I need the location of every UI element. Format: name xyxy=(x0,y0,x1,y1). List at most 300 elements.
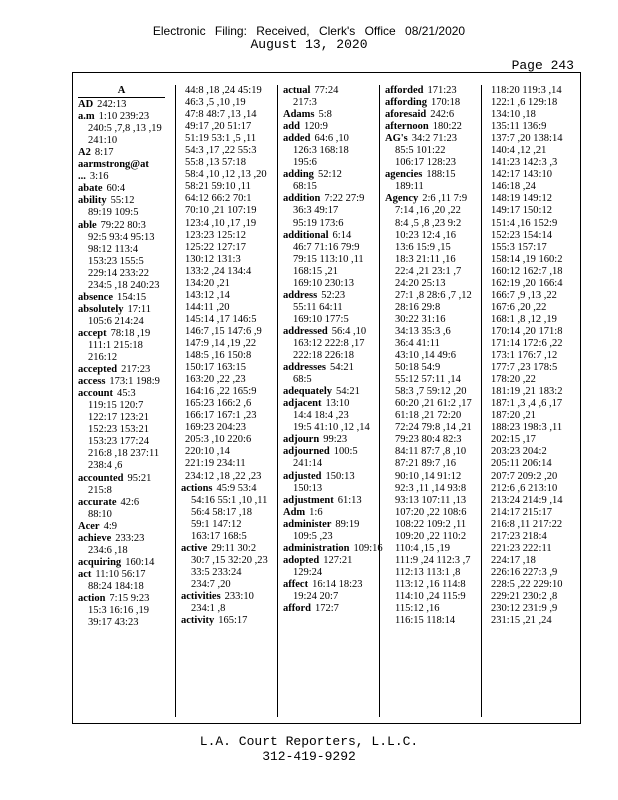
page-line-ref: 170:18 xyxy=(431,97,461,109)
page-line-ref: 46:7 71:16 79:9 xyxy=(293,241,360,253)
page-line-ref: 228:5 ,22 229:10 xyxy=(491,578,563,590)
page-line-ref: 18:3 21:11 ,16 xyxy=(395,253,456,265)
page-line-ref: 7:14 ,16 ,20 ,22 xyxy=(395,205,461,217)
page-line-ref: 34:13 35:3 ,6 xyxy=(395,325,451,337)
index-column-5 xyxy=(481,85,577,717)
page-line-ref: 110:4 ,15 ,19 xyxy=(395,542,451,554)
page-line-ref: 16:14 18:23 xyxy=(312,578,363,590)
page-line-ref: 205:3 ,10 220:6 xyxy=(185,434,252,446)
page-line-ref: 29:11 30:2 xyxy=(211,542,257,554)
page-line-ref: 188:23 198:3 ,11 xyxy=(491,422,563,434)
page-line-ref: 146:7 ,15 147:6 ,9 xyxy=(185,325,262,337)
page-line-ref: 54:21 xyxy=(329,362,354,374)
index-word: afford xyxy=(283,603,311,615)
index-entry xyxy=(385,169,475,193)
index-entry xyxy=(181,85,271,483)
page-line-ref: 79:15 113:10 ,11 xyxy=(293,253,364,265)
page-line-ref: 203:23 204:2 xyxy=(491,446,547,458)
page-line-ref: 54:16 55:1 ,10 ,11 xyxy=(191,494,268,506)
page-line-ref: 107:20 ,22 108:6 xyxy=(395,506,467,518)
index-entry xyxy=(78,533,169,557)
page-line-ref: 214:17 215:17 xyxy=(491,506,552,518)
page-line-ref: 28:16 29:8 xyxy=(395,301,441,313)
index-entry xyxy=(385,85,475,97)
page-line-ref: 241:14 xyxy=(293,458,323,470)
page-line-ref: 109:20 ,22 110:2 xyxy=(395,530,467,542)
page-line-ref: 10:23 12:4 ,16 xyxy=(395,229,456,241)
index-entry xyxy=(283,579,373,603)
page-line-ref: 68:15 xyxy=(293,181,317,193)
page-line-ref: 89:19 xyxy=(335,518,360,530)
page-line-ref: 56:4 ,10 xyxy=(331,325,367,337)
page-line-ref: 84:11 87:7 ,8 ,10 xyxy=(395,446,467,458)
index-entry xyxy=(283,230,373,290)
page-line-ref: 92:3 ,11 ,14 93:8 xyxy=(395,482,467,494)
index-word: AD xyxy=(78,99,94,111)
page-line-ref: 55:8 ,13 57:18 xyxy=(185,157,246,169)
page-line-ref: 133:2 ,24 134:4 xyxy=(185,265,252,277)
page-line-ref: 52:12 xyxy=(317,169,342,181)
index-word: able xyxy=(78,219,97,231)
index-word: actions xyxy=(181,482,213,494)
index-word: adequately xyxy=(283,386,333,398)
index-word: accurate xyxy=(78,496,117,508)
page-line-ref: 2:6 ,11 7:9 xyxy=(422,193,468,205)
page-line-ref: 27:1 ,8 28:6 ,7 ,12 xyxy=(395,289,472,301)
page-line-ref: 167:6 ,20 ,22 xyxy=(491,301,547,313)
index-entry xyxy=(283,290,373,326)
page-line-ref: 177:7 ,23 178:5 xyxy=(491,362,558,374)
page-line-ref: 242:6 xyxy=(430,109,455,121)
index-column-3 xyxy=(277,85,383,717)
index-entry xyxy=(283,398,373,434)
page-line-ref: 234:1 ,8 xyxy=(191,603,226,615)
page-line-ref: 92:5 93:4 95:13 xyxy=(88,231,155,243)
page-line-ref: 54:21 xyxy=(336,386,360,398)
page-line-ref: 90:10 ,14 91:12 xyxy=(395,470,462,482)
page-line-ref: 52:23 xyxy=(321,289,346,301)
page-line-ref: 88:10 xyxy=(88,508,112,520)
page-line-ref: 230:12 231:9 ,9 xyxy=(491,603,558,615)
index-entry xyxy=(385,133,475,169)
index-word: affect xyxy=(283,578,309,590)
index-word: Agency xyxy=(385,193,419,205)
page-line-ref: 13:10 xyxy=(325,398,350,410)
page-line-ref: 56:4 58:17 ,18 xyxy=(191,506,252,518)
index-entry xyxy=(283,507,373,519)
page-line-ref: 111:1 215:18 xyxy=(88,339,143,351)
page-line-ref: 116:15 118:14 xyxy=(395,615,456,627)
index-word: adjourn xyxy=(283,434,320,446)
page-line-ref: 19:24 20:7 xyxy=(293,590,339,602)
page-line-ref: 216:8 ,18 237:11 xyxy=(88,448,160,460)
page-line-ref: 154:15 xyxy=(117,291,147,303)
section-letter: A xyxy=(78,85,165,98)
index-word: add xyxy=(283,121,300,133)
page-line-ref: 238:4 ,6 xyxy=(88,460,123,472)
page-line-ref: 95:19 173:6 xyxy=(293,217,344,229)
index-word: adjusted xyxy=(283,470,322,482)
index-entry xyxy=(78,388,169,472)
page-line-ref: 220:10 ,14 xyxy=(185,446,230,458)
page-line-ref: 166:7 ,9 ,13 ,22 xyxy=(491,289,557,301)
page-line-ref: 163:17 168:5 xyxy=(191,530,247,542)
index-word: adding xyxy=(283,169,314,181)
index-entry xyxy=(78,473,169,497)
index-word: adjourned xyxy=(283,446,330,458)
page-line-ref: 64:6 ,10 xyxy=(314,133,349,145)
page-line-ref: 153:23 177:24 xyxy=(88,436,149,448)
page-line-ref: 45:3 xyxy=(117,388,136,400)
index-word: aforesaid xyxy=(385,109,427,121)
page-line-ref: 58:3 ,7 59:12 ,20 xyxy=(395,386,467,398)
page-line-ref: 55:11 64:11 xyxy=(293,301,343,313)
page-line-ref: 158:14 ,19 160:2 xyxy=(491,253,563,265)
page-line-ref: 1:6 xyxy=(309,506,323,518)
page-line-ref: 149:17 150:12 xyxy=(491,205,552,217)
index-entry xyxy=(78,376,169,388)
page-line-ref: 170:14 ,20 171:8 xyxy=(491,325,563,337)
page-line-ref: 47:8 48:7 ,13 ,14 xyxy=(185,109,257,121)
index-word: A2 xyxy=(78,147,91,159)
index-word: account xyxy=(78,388,113,400)
page-line-ref: 5:8 xyxy=(318,109,332,121)
page-line-ref: 233:10 xyxy=(224,590,254,602)
index-word: ability xyxy=(78,195,107,207)
index-word: action xyxy=(78,592,106,604)
page-line-ref: 150:13 xyxy=(293,482,323,494)
index-entry xyxy=(181,615,271,627)
page-line-ref: 233:23 xyxy=(115,532,145,544)
index-entry xyxy=(78,292,169,304)
index-word: administer xyxy=(283,518,332,530)
index-entry xyxy=(78,147,169,159)
page-line-ref: 33:5 233:24 xyxy=(191,566,242,578)
page-line-ref: 34:2 71:23 xyxy=(411,133,457,145)
index-entry xyxy=(283,326,373,362)
page-line-ref: 122:17 123:21 xyxy=(88,412,149,424)
index-entry xyxy=(78,304,169,328)
page-line-ref: 148:19 149:12 xyxy=(491,193,552,205)
page-line-ref: 24:20 25:13 xyxy=(395,277,446,289)
page-line-ref: 229:14 233:22 xyxy=(88,267,149,279)
index-entry xyxy=(283,495,373,507)
page-line-ref: 143:12 ,14 xyxy=(185,289,230,301)
page-line-ref: 95:21 xyxy=(127,472,152,484)
page-line-ref: 169:10 230:13 xyxy=(293,277,354,289)
index-entry xyxy=(78,569,169,593)
index-entry xyxy=(385,121,475,133)
index-word: a.m xyxy=(78,111,95,123)
page-line-ref: 144:11 ,20 xyxy=(185,301,230,313)
index-entry xyxy=(283,519,373,543)
page-line-ref: 155:3 157:17 xyxy=(491,241,547,253)
index-word: accounted xyxy=(78,472,124,484)
page-line-ref: 8:17 xyxy=(94,147,114,159)
page-line-ref: 135:11 136:9 xyxy=(491,121,547,133)
page-line-ref: 152:23 154:14 xyxy=(491,229,552,241)
page-line-ref: 216:12 xyxy=(88,352,118,364)
page-line-ref: 15:3 16:16 ,19 xyxy=(88,605,149,617)
page-line-ref: 222:18 226:18 xyxy=(293,350,354,362)
page-line-ref: 11:10 56:17 xyxy=(95,568,146,580)
page-line-ref: 187:20 ,21 xyxy=(491,410,536,422)
page-number: Page 243 xyxy=(511,58,574,73)
index-word: accept xyxy=(78,327,107,339)
page-line-ref: 169:23 204:23 xyxy=(185,422,246,434)
index-word: access xyxy=(78,376,106,388)
page-line-ref: 188:15 xyxy=(426,169,456,181)
index-word: addresses xyxy=(283,362,326,374)
page-line-ref: 240:5 ,7,8 ,13 ,19 xyxy=(88,123,162,135)
page-line-ref: 234:12 ,18 ,22 ,23 xyxy=(185,470,262,482)
page-line-ref: 173:1 198:9 xyxy=(109,376,160,388)
index-word: aarmstrong@at ... xyxy=(78,159,149,183)
index-word: achieve xyxy=(78,532,112,544)
page-line-ref: 89:19 109:5 xyxy=(88,207,139,219)
page-line-ref: 7:15 9:23 xyxy=(109,592,150,604)
page-line-ref: 226:16 227:3 ,9 xyxy=(491,566,558,578)
index-entry xyxy=(283,133,373,169)
page-line-ref: 72:24 79:8 ,14 ,21 xyxy=(395,422,472,434)
index-word: administration xyxy=(283,542,350,554)
index-word: additional xyxy=(283,229,329,241)
page-line-ref: 77:24 xyxy=(314,85,339,96)
index-entry xyxy=(283,121,373,133)
page-line-ref: 217:23 xyxy=(121,364,151,376)
index-column-1 xyxy=(73,85,169,717)
index-word: AG's xyxy=(385,133,408,145)
page-line-ref: 119:15 120:7 xyxy=(88,400,144,412)
page-line-ref: 36:3 49:17 xyxy=(293,205,339,217)
page-line-ref: 147:9 ,14 ,19 ,22 xyxy=(185,337,257,349)
page-line-ref: 234:5 ,18 240:23 xyxy=(88,279,160,291)
page-line-ref: 166:17 167:1 ,23 xyxy=(185,410,257,422)
index-word: Acer xyxy=(78,520,100,532)
page-line-ref: 70:10 ,21 107:19 xyxy=(185,205,257,217)
page-line-ref: 98:12 113:4 xyxy=(88,243,139,255)
page-line-ref: 134:20 ,21 xyxy=(185,277,230,289)
index-entry xyxy=(78,220,169,292)
page-line-ref: 215:8 xyxy=(88,484,112,496)
page-line-ref: 105:6 214:24 xyxy=(88,315,144,327)
page-line-ref: 178:20 ,22 xyxy=(491,374,536,386)
page-line-ref: 88:24 184:18 xyxy=(88,580,144,592)
page-line-ref: 46:3 ,5 ,10 ,19 xyxy=(185,97,246,109)
page-line-ref: 22:4 ,21 23:1 ,7 xyxy=(395,265,462,277)
index-entry xyxy=(283,193,373,229)
page-line-ref: 51:19 53:1 ,5 ,11 xyxy=(185,133,257,145)
index-entry xyxy=(78,593,169,629)
page-line-ref: 242:13 xyxy=(97,99,127,111)
page-line-ref: 7:22 27:9 xyxy=(324,193,365,205)
index-entry xyxy=(181,543,271,591)
page-line-ref: 141:23 142:3 ,3 xyxy=(491,157,558,169)
index-word: activities xyxy=(181,590,221,602)
index-entry xyxy=(385,193,475,627)
page-line-ref: 150:17 163:15 xyxy=(185,362,246,374)
page-line-ref: 42:6 xyxy=(120,496,140,508)
index-entry xyxy=(78,195,169,219)
page-line-ref: 150:13 xyxy=(325,470,355,482)
page-line-ref: 1:10 239:23 xyxy=(98,111,150,123)
page-line-ref: 61:13 xyxy=(337,494,362,506)
reporter-name: L.A. Court Reporters, L.L.C. xyxy=(199,734,419,749)
page-line-ref: 64:12 66:2 70:1 xyxy=(185,193,252,205)
page-line-ref: 189:11 xyxy=(395,181,424,193)
index-entry xyxy=(385,109,475,121)
page-line-ref: 59:1 147:12 xyxy=(191,518,242,530)
page-line-ref: 217:3 xyxy=(293,97,317,109)
index-table xyxy=(72,72,581,724)
index-word: active xyxy=(181,542,208,554)
page-line-ref: 164:16 ,22 165:9 xyxy=(185,386,257,398)
page-line-ref: 36:4 41:11 xyxy=(395,337,440,349)
page-line-ref: 171:14 172:6 ,22 xyxy=(491,337,563,349)
page-line-ref: 205:11 206:14 xyxy=(491,458,552,470)
page-line-ref: 234:7 ,20 xyxy=(191,578,231,590)
index-word: afternoon xyxy=(385,121,429,133)
page-line-ref: 58:4 ,10 ,12 ,13 ,20 xyxy=(185,169,267,181)
page-line-ref: 99:23 xyxy=(323,434,348,446)
page-line-ref: 172:7 xyxy=(315,603,339,615)
page-line-ref: 109:16 xyxy=(353,542,383,554)
page-line-ref: 50:18 54:9 xyxy=(395,362,441,374)
page-line-ref: 6:14 xyxy=(332,229,352,241)
page-line-ref: 49:17 ,20 51:17 xyxy=(185,121,252,133)
page-line-ref: 163:20 ,22 ,23 xyxy=(185,374,246,386)
page-line-ref: 111:9 ,24 112:3 ,7 xyxy=(395,554,471,566)
index-entry xyxy=(78,497,169,521)
page-line-ref: 187:1 ,3 ,4 ,6 ,17 xyxy=(491,398,563,410)
page-line-ref: 229:21 230:2 ,8 xyxy=(491,590,558,602)
page-line-ref: 125:22 127:17 xyxy=(185,241,246,253)
page-line-ref: 14:4 18:4 ,23 xyxy=(293,410,349,422)
page-line-ref: 120:9 xyxy=(303,121,328,133)
page-line-ref: 85:5 101:22 xyxy=(395,145,446,157)
page-line-ref: 140:4 ,12 ,21 xyxy=(491,145,547,157)
page-line-ref: 134:10 ,18 xyxy=(491,109,536,121)
page-line-ref: 106:17 128:23 xyxy=(395,157,456,169)
page-line-ref: 55:12 57:11 ,14 xyxy=(395,374,461,386)
page-line-ref: 61:18 ,21 72:20 xyxy=(395,410,462,422)
page-line-ref: 165:17 xyxy=(218,615,248,627)
index-word: Adm xyxy=(283,506,306,518)
index-entry xyxy=(283,446,373,470)
page-line-ref: 169:10 177:5 xyxy=(293,313,349,325)
page-line-ref: 60:4 xyxy=(106,183,126,195)
index-entry xyxy=(78,183,169,195)
page-line-ref: 17:11 xyxy=(127,303,152,315)
page-line-ref: 145:14 ,17 146:5 xyxy=(185,313,257,325)
page-line-ref: 30:22 31:16 xyxy=(395,313,446,325)
page-line-ref: 79:22 80:3 xyxy=(100,219,146,231)
page-line-ref: 122:1 ,6 129:18 xyxy=(491,97,558,109)
page-line-ref: 181:19 ,21 183:2 xyxy=(491,386,563,398)
page-line-ref: 78:18 ,19 xyxy=(110,327,151,339)
index-entry xyxy=(283,85,373,109)
page-line-ref: 129:24 xyxy=(293,566,323,578)
index-word: adjacent xyxy=(283,398,322,410)
page-line-ref: 231:15 ,21 ,24 xyxy=(491,615,552,627)
index-entry xyxy=(78,557,169,569)
index-entry xyxy=(78,111,169,147)
index-word: addressed xyxy=(283,325,328,337)
index-entry xyxy=(385,97,475,109)
index-entry xyxy=(78,364,169,376)
index-word: absolutely xyxy=(78,303,124,315)
index-word: address xyxy=(283,289,318,301)
index-entry xyxy=(487,85,577,627)
page-line-ref: 100:5 xyxy=(333,446,358,458)
index-word: affording xyxy=(385,97,427,109)
page-line-ref: 68:5 xyxy=(293,374,312,386)
page-line-ref: 55:12 xyxy=(110,195,135,207)
index-word: act xyxy=(78,568,92,580)
page-line-ref: 160:12 162:7 ,18 xyxy=(491,265,563,277)
page-line-ref: 3:16 xyxy=(89,171,109,183)
page-line-ref: 168:1 ,8 ,12 ,19 xyxy=(491,313,557,325)
index-entry xyxy=(78,159,169,183)
index-entry xyxy=(283,109,373,121)
page-line-ref: 43:10 ,14 49:6 xyxy=(395,350,456,362)
hearing-date: August 13, 2020 xyxy=(250,37,368,52)
page-line-ref: 126:3 168:18 xyxy=(293,145,349,157)
index-entry xyxy=(181,591,271,615)
page-line-ref: 93:13 107:11 ,13 xyxy=(395,494,467,506)
page-line-ref: 213:24 214:9 ,14 xyxy=(491,494,563,506)
page-line-ref: 168:15 ,21 xyxy=(293,265,338,277)
index-word: abate xyxy=(78,183,103,195)
page-line-ref: 39:17 43:23 xyxy=(88,617,139,629)
page-line-ref: 113:12 ,16 114:8 xyxy=(395,578,466,590)
index-word: Adams xyxy=(283,109,315,121)
page-line-ref: 217:23 218:4 xyxy=(491,530,547,542)
page-line-ref: 216:8 ,11 217:22 xyxy=(491,518,563,530)
page-line-ref: 60:20 ,21 61:2 ,17 xyxy=(395,398,472,410)
index-word: acquiring xyxy=(78,556,122,568)
page-line-ref: 207:7 209:2 ,20 xyxy=(491,470,558,482)
page-line-ref: 112:13 113:1 ,8 xyxy=(395,566,461,578)
page-line-ref: 123:23 125:12 xyxy=(185,229,246,241)
filing-stamp: Electronic Filing: Received, Clerk's Office 08/21/2020 xyxy=(152,24,466,38)
page-line-ref: 162:19 ,20 166:4 xyxy=(491,277,563,289)
page-line-ref: 221:19 234:11 xyxy=(185,458,246,470)
index-word: accepted xyxy=(78,364,118,376)
page-line-ref: 58:21 59:10 ,11 xyxy=(185,181,251,193)
index-entry xyxy=(181,483,271,543)
index-word: agencies xyxy=(385,169,423,181)
page-line-ref: 115:12 ,16 xyxy=(395,603,440,615)
index-word: addition xyxy=(283,193,321,205)
page-line-ref: 118:20 119:3 ,14 xyxy=(491,85,562,96)
index-entry xyxy=(283,362,373,386)
page-line-ref: 153:23 155:5 xyxy=(88,255,144,267)
index-entry xyxy=(283,386,373,398)
index-entry xyxy=(283,542,383,555)
page-line-ref: 45:9 53:4 xyxy=(216,482,257,494)
index-word: afforded xyxy=(385,85,424,96)
index-entry xyxy=(78,328,169,364)
page-line-ref: 146:18 ,24 xyxy=(491,181,536,193)
page-line-ref: 137:7 ,20 138:14 xyxy=(491,133,563,145)
page-line-ref: 19:5 41:10 ,12 ,14 xyxy=(293,422,370,434)
page-line-ref: 224:17 ,18 xyxy=(491,554,536,566)
index-column-2 xyxy=(175,85,271,717)
index-word: absence xyxy=(78,291,113,303)
index-entry xyxy=(283,555,373,579)
page-line-ref: 241:10 xyxy=(88,135,118,147)
